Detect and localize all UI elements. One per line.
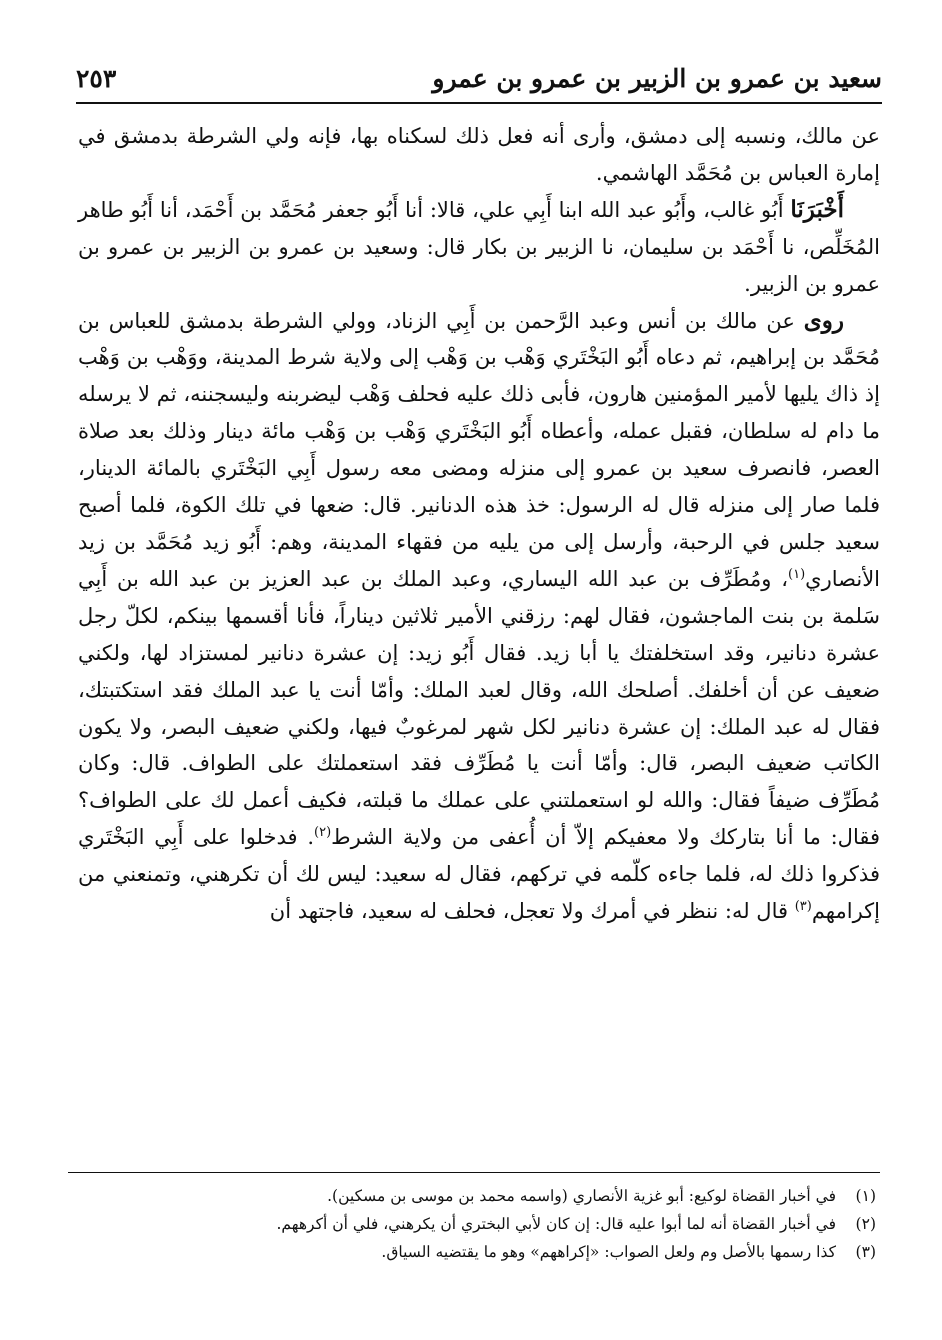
footnotes — [110, 1182, 876, 1266]
footnote-divider — [68, 1172, 880, 1173]
paragraph-3-lead: روى — [803, 306, 844, 334]
paragraph-3-text-c: . فدخلوا على أَبِي البَخْتَري فذكروا ذلك له، فلما جاءه كلّمه في تركهم، فقال له سعيد: ليس لك أن تكرهني، وتمنعني من إكرامهم — [78, 825, 880, 924]
footnote-1 — [110, 1182, 876, 1210]
footnote-ref-1: (١) — [788, 566, 806, 582]
paragraph-3-text-b: ، ومُطَرِّف بن عبد الله اليساري، وعبد الملك بن عبد العزيز بن عبد الله بن أَبِي سَلمة بن بنت الماجشون، فقال لهم: رزقني الأمير ثلاثين ديناراً، فأنا أقسمها بينكم، لكلّ رجل عشرة دنانير، وقد استخلفتك يا أبا زيد. فقال أَبُو زيد: إن عشرة دنانير لمستزاد لها، ولكني ضعيف عن أن أخلفك. أصلحك الله، وقال لعبد الملك: وأمّا أنت يا عبد الملك فقد استكتبتك، فقال له عبد الملك: إن عشرة دنانير لكل شهر لمرغوبٌ فيها، ولكني ضعيف البصر، ولا يكون الكاتب ضعيف البصر، قال: وأمّا أنت يا مُطَرِّف فقد استعملتك على الطواف. قال: وكان مُطَرِّف ضيفاً فقال: والله لو استعملتني على عملك ما قبلته، فكيف أعمل لك على الطواف؟ فقال: ما أنا بتاركك ولا معفيكم إلاّ أن أُعفى من ولاية الشرط — [78, 566, 881, 850]
paragraph-1 — [78, 118, 880, 192]
paragraph-2 — [78, 192, 880, 303]
running-title: سعيد بن عمرو بن الزبير بن عمرو بن عمرو — [432, 64, 882, 93]
footnote-1-number: (١) — [855, 1187, 876, 1205]
footnote-ref-2: (٢) — [314, 825, 332, 841]
footnote-3-number: (٣) — [855, 1243, 876, 1261]
page-number: ٢٥٣ — [76, 64, 117, 93]
paragraph-3-text-a: عن مالك بن أنس وعبد الرَّحمن بن أَبِي الزناد، وولي الشرطة بدمشق للعباس بن مُحَمَّد بن إبراهيم، ثم دعاه أَبُو البَخْتَري وَهْب بن وَهْب إلى ولاية شرط المدينة، ووَهْب بن وَهْب إذ ذاك يليها لأمير المؤمنين هارون، فأبى ذلك عليه فحلف وَهْب ليضربنه وليسجننه، ثم لا يرسله ما دام له سلطان، فقبل عمله، وأعطاه أَبُو البَخْتَري وَهْب بن وَهْب مائة دينار وذلك بعد صلاة العصر، فانصرف سعيد بن عمرو إلى منزله ومضى معه رسول أَبِي البَخْتَري بالمائة الدينار، فلما صار إلى منزله قال له الرسول: خذ هذه الدنانير. قال: ضعها في تلك الكوة، فلما أصبح سعيد جلس في الرحبة، وأرسل إلى من يليه من فقهاء المدينة، وهم: أَبُو زيد مُحَمَّد بن زيد الأنصاري — [78, 308, 880, 591]
footnote-2-text: في أخبار القضاة أنه لما أبوا عليه قال: إن كان لأبي البختري أن يكرهني، فلي أن أكرههم. — [276, 1215, 836, 1233]
paragraph-2-lead: أَخْبَرَنَا — [790, 195, 844, 223]
footnote-3 — [110, 1238, 876, 1266]
paragraph-1-text: عن مالك، ونسبه إلى دمشق، وأرى أنه فعل ذلك لسكناه بها، فإنه ولي الشرطة بدمشق في إمارة العباس بن مُحَمَّد الهاشمي. — [78, 124, 880, 185]
paragraph-3-text-d: قال له: ننظر في أمرك ولا تعجل، فحلف له سعيد، فاجتهد أن — [269, 899, 795, 924]
paragraph-2-text: أَبُو غالب، وأَبُو عبد الله ابنا أَبِي علي، قالا: أنا أَبُو جعفر مُحَمَّد بن أَحْمَد، أنا أَبُو طاهر المُخَلِّص، نا أَحْمَد بن سليمان، نا الزبير بن بكار قال: وسعيد بن عمرو بن الزبير بن عمرو بن عمرو بن الزبير. — [78, 197, 880, 296]
footnote-3-text: كذا رسمها بالأصل وم ولعل الصواب: «إكراههم» وهو ما يقتضيه السياق. — [381, 1243, 836, 1261]
footnote-1-text: في أخبار القضاة لوكيع: أبو غزية الأنصاري (واسمه محمد بن موسى بن مسكين). — [327, 1187, 836, 1205]
paragraph-3 — [78, 303, 880, 930]
footnote-ref-3: (٣) — [794, 899, 812, 915]
main-text — [78, 118, 880, 930]
footnote-2-number: (٢) — [855, 1215, 876, 1233]
footnote-2 — [110, 1210, 876, 1238]
page-header — [76, 58, 882, 104]
